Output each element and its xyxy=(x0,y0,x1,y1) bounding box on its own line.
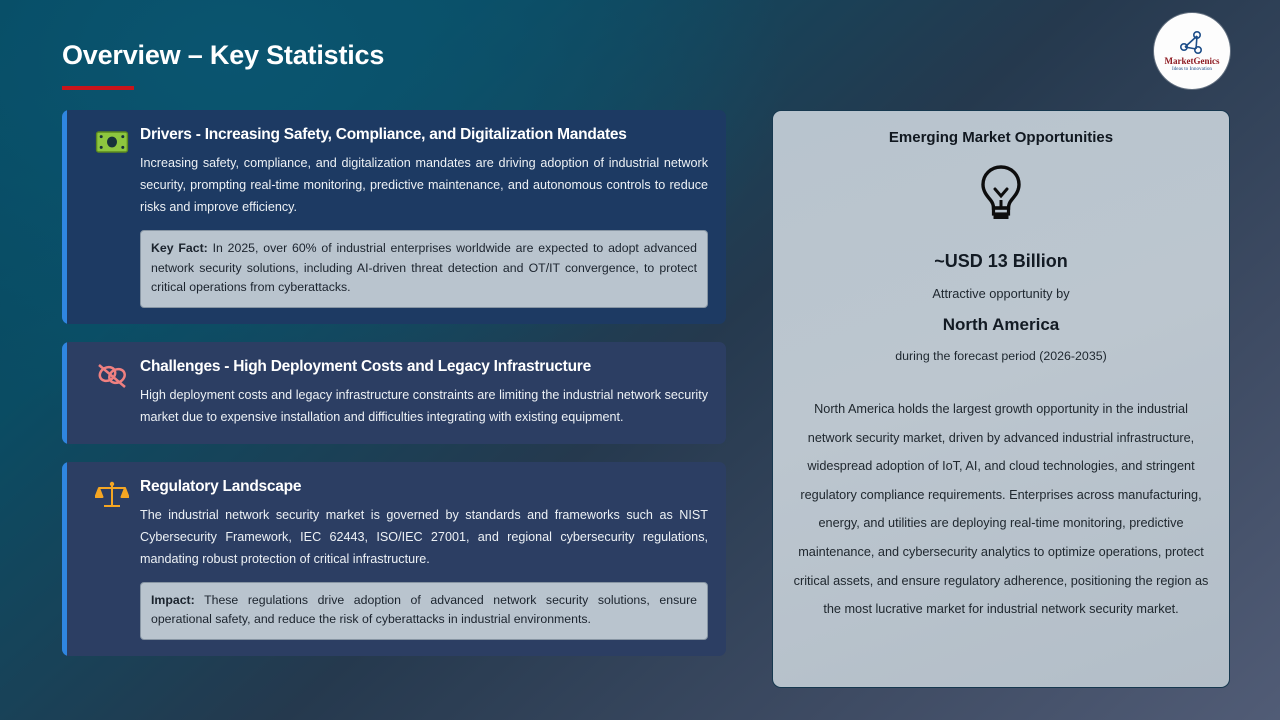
page-title: Overview – Key Statistics xyxy=(62,40,385,70)
insight-cards-column xyxy=(62,110,726,674)
card-body-text: High deployment costs and legacy infrastructure constraints are limiting the industrial network security market due to expensive installation and difficulties integrating with existing equipment. xyxy=(140,387,708,424)
card-title: Drivers - Increasing Safety, Compliance, and Digitalization Mandates xyxy=(140,126,627,143)
leading-region: North America xyxy=(942,315,1060,334)
brand-tagline: Ideas to Innovation xyxy=(1171,65,1213,72)
card-title: Regulatory Landscape xyxy=(140,477,302,495)
lightbulb-icon xyxy=(974,164,1028,224)
panel-description: North America holds the largest growth opportunity in the industrial network security market, driven by advanced industrial infrastructure, widespread adoption of IoT, AI, and cloud technologies, and stringent regulatory compliance requirements. Enterprises across manufacturing, energy, and utilities are deploying real-time monitoring, predictive maintenance, and cybersecurity analytics to optimize operations, protect critical assets, and ensure regulatory adherence, positioning the region as the most lucrative market for industrial network security market. xyxy=(793,402,1209,617)
money-banknote-icon xyxy=(86,126,138,308)
card-title: Challenges - High Deployment Costs and Legacy Infrastructure xyxy=(140,357,591,375)
scales-of-justice-icon xyxy=(86,478,138,640)
card-drivers xyxy=(62,110,726,324)
panel-heading: Emerging Market Opportunities xyxy=(888,129,1114,146)
title-underline-accent xyxy=(62,86,134,90)
impact-callout xyxy=(140,582,708,640)
key-fact-callout xyxy=(140,230,708,308)
emerging-market-opportunities-panel xyxy=(772,110,1230,688)
broken-link-icon xyxy=(86,358,138,428)
card-regulatory xyxy=(62,462,726,656)
card-body-text: Increasing safety, compliance, and digitalization mandates are driving adoption of industrial network security, prompting real-time monitoring, predictive maintenance, and autonomous controls to reduce risks and improve efficiency. xyxy=(140,156,708,214)
card-accent-bar xyxy=(62,342,67,444)
card-body-text: The industrial network security market is governed by standards and frameworks such as NIST Cybersecurity Framework, IEC 62443, ISO/IEC 27001, and regional cybersecurity regulations, mandating robust protection of critical infrastructure. xyxy=(140,507,708,566)
market-value-caption: Attractive opportunity by xyxy=(932,286,1070,301)
forecast-period-caption: during the forecast period (2026-2035) xyxy=(895,349,1107,363)
brand-logo xyxy=(1154,13,1230,89)
card-accent-bar xyxy=(62,462,67,656)
card-challenges xyxy=(62,342,726,444)
callout-text: These regulations drive adoption of advanced network security solutions, ensure operational safety, and reduce the risk of cyberattacks in industrial environments. xyxy=(151,592,697,626)
callout-text: In 2025, over 60% of industrial enterprises worldwide are expected to adopt advanced network security solutions, including AI-driven threat detection and OT/IT convergence, to protect critical operations from cyberattacks. xyxy=(151,241,697,294)
brand-name: MarketGenics xyxy=(1164,55,1220,66)
callout-label: Key Fact: xyxy=(151,241,208,255)
callout-label: Impact: xyxy=(151,592,195,607)
market-value: ~USD 13 Billion xyxy=(934,251,1068,271)
page-header xyxy=(0,0,1280,100)
network-nodes-icon xyxy=(1177,30,1207,56)
card-accent-bar xyxy=(62,110,67,324)
